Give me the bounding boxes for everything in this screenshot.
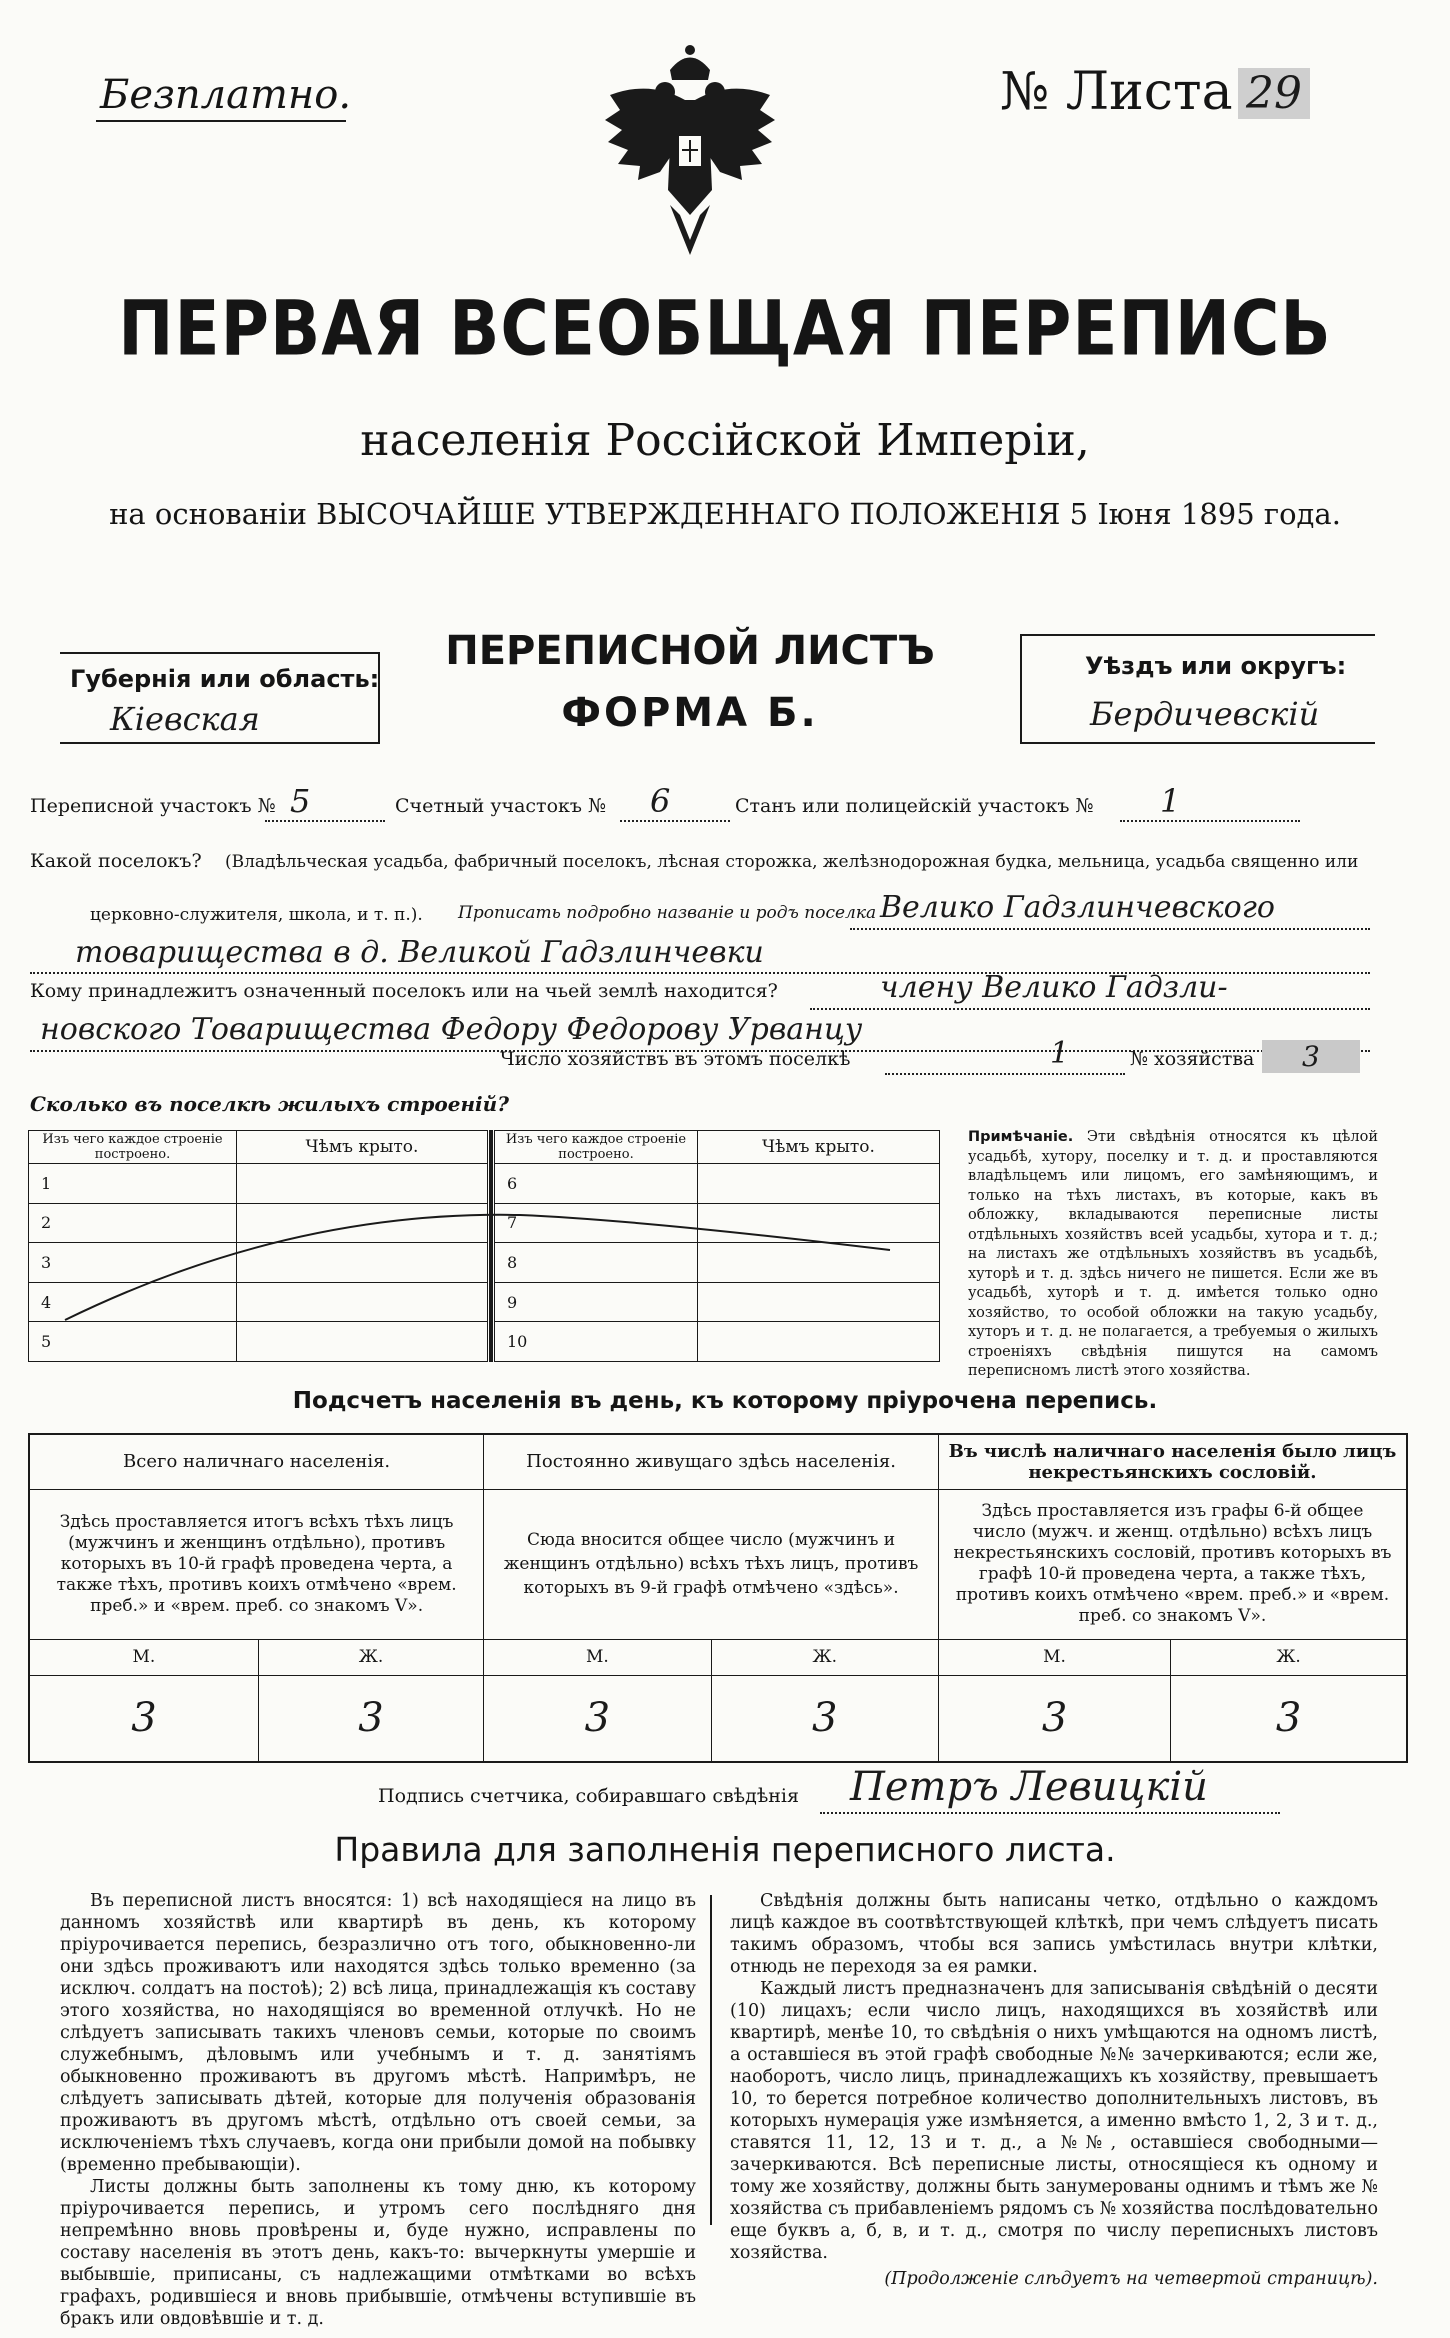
pop-f-value: 3 — [258, 1675, 483, 1762]
household-no-label: № хозяйства — [1130, 1048, 1255, 1070]
row-label: 10 — [495, 1322, 698, 1362]
rules-left-column — [60, 1890, 696, 2330]
settlement-question: Какой поселокъ? — [30, 850, 202, 872]
row-label: 6 — [495, 1164, 698, 1204]
stan-value: 1 — [1160, 782, 1181, 820]
settlement-hint: (Владѣльческая усадьба, фабричный поселокъ, лѣсная сторожка, желѣзнодорожная будка, мельница, усадьба священно или — [225, 852, 1359, 872]
note-title: Примѣчаніе. — [968, 1129, 1074, 1145]
pop-m-value: 3 — [29, 1675, 258, 1762]
uezd-label: Уѣздъ или округъ: — [1085, 652, 1347, 680]
form-name: ФОРМА Б. — [561, 690, 819, 736]
owner-answer-1: члену Велико Гадзли- — [880, 970, 1228, 1005]
pop-header-nonpeasant: Въ числѣ наличнаго населенія было лицъ некрестьянскихъ сословій. — [938, 1434, 1407, 1489]
row-label: 9 — [495, 1282, 698, 1322]
settlement-answer-2: товарищества в д. Великой Гадзлинчевки — [75, 935, 764, 970]
census-district-label: Переписной участокъ № — [30, 795, 276, 817]
pop-m-label: М. — [938, 1639, 1170, 1675]
rules-right-p1: Свѣдѣнія должны быть написаны четко, отдѣльно о каждомъ лицѣ каждое въ соотвѣтствующей клѣткѣ, при чемъ слѣдуетъ писать такимъ образомъ, чтобы вся запись умѣстилась внутри клѣтки, отнюдь не переходя за ея рамки. — [730, 1891, 1378, 1977]
pop-m-value: 3 — [484, 1675, 711, 1762]
sheet-name: ПЕРЕПИСНОЙ ЛИСТЪ — [445, 628, 935, 674]
count-district-value: 6 — [650, 782, 671, 820]
signature-value: Петръ Левицкій — [850, 1764, 1208, 1810]
pop-m-value: 3 — [938, 1675, 1170, 1762]
pop-header-total: Всего наличнаго населенія. — [29, 1434, 484, 1489]
rules-right-p2: Каждый листъ предназначенъ для записыванія свѣдѣній о десяти (10) лицахъ; если число лицъ, находящихся въ хозяйствѣ или квартирѣ, менѣе 10, то свѣдѣнія о нихъ умѣщаются на одномъ листѣ, а оставшіеся въ этой графѣ свободные №№ зачеркиваются; если же, наоборотъ, число лицъ, принадлежащихъ къ хозяйству, превышаетъ 10, то берется потребное количество дополнительныхъ листовъ, въ которыхъ нумерація уже измѣняется, а именно вмѣсто 1, 2, 3 и т. д., ставятся 11, 12, 13 и т. д., а №№, оставшіеся свободными—зачеркиваются. Всѣ переписные листы, относящіеся къ одному и тому же хозяйству, должны быть занумерованы однимъ и тѣмъ же № хозяйства съ прибавленіемъ рядомъ съ № хозяйства послѣдовательно еще буквъ а, б, в, и т. д., смотря по числу переписныхъ листовъ хозяйства. — [730, 1979, 1378, 2263]
pop-f-value: 3 — [711, 1675, 938, 1762]
rules-left-p1: Въ переписной листъ вносятся: 1) всѣ находящіеся на лицо въ данномъ хозяйствѣ или квартирѣ въ день, къ которому пріурочивается перепись, безразлично отъ того, обыкновенно-ли они здѣсь проживаютъ или находятся здѣсь только временно (за исключ. солдатъ на постоѣ); 2) всѣ лица, принадлежащія къ составу этого хозяйства, но находящіяся во временной отлучкѣ. Но не слѣдуетъ записывать такихъ членовъ семьи, которые по своимъ служебнымъ, дѣловымъ или учебнымъ и т. д. занятіямъ обыкновенно проживаютъ въ другомъ мѣстѣ. Напримѣръ, не слѣдуетъ записывать дѣтей, которые для полученія образованія проживаютъ въ другомъ мѣстѣ, отдѣльно отъ своей семьи, за исключеніемъ тѣхъ случаевъ, когда они прибыли домой на побывку (временно пребывающіи). — [60, 1891, 697, 2175]
sheet-no-label: № Листа — [1000, 62, 1233, 122]
row-label: 1 — [29, 1164, 237, 1204]
households-value: 1 — [1050, 1036, 1070, 1071]
col-built-header: Изъ чего каждое строеніе построено. — [495, 1131, 698, 1164]
buildings-question: Сколько въ поселкѣ жилыхъ строеній? — [30, 1092, 509, 1116]
guberniya-label: Губернія или область: — [70, 665, 380, 693]
rules-divider — [710, 1895, 712, 2225]
pop-f-value: 3 — [1171, 1675, 1407, 1762]
uezd-bottom-rule — [1020, 742, 1375, 744]
guberniya-top-rule — [60, 652, 380, 654]
row-label: 5 — [29, 1322, 237, 1362]
rules-right-column — [730, 1890, 1378, 2290]
rules-title: Правила для заполненія переписного листа. — [334, 1830, 1116, 1869]
owner-question: Кому принадлежитъ означенный поселокъ или на чьей землѣ находится? — [30, 980, 778, 1002]
count-district-label: Счетный участокъ № — [395, 795, 606, 817]
population-title: Подсчетъ населенія въ день, къ которому пріурочена перепись. — [292, 1388, 1158, 1414]
note-block — [968, 1128, 1378, 1382]
guberniya-value: Кіевская — [110, 700, 260, 738]
cross-out-stroke — [40, 1170, 940, 1330]
pop-desc-total: Здѣсь проставляется итогъ всѣхъ тѣхъ лицъ (мужчинъ и женщинъ отдѣльно), противъ которыхъ въ 10-й графѣ проведена черта, а также тѣхъ, противъ коихъ отмѣчено «врем. преб.» и «врем. преб. со знакомъ V». — [29, 1489, 484, 1639]
guberniya-bottom-rule — [60, 742, 380, 744]
settlement-hint-2: церковно-служителя, школа, и т. п.). — [90, 905, 423, 925]
pop-desc-nonpeasant: Здѣсь проставляется изъ графы 6-й общее число (мужч. и женщ. отдѣльно) всѣхъ лицъ некрестьянскихъ сословій, противъ которыхъ въ графѣ 10-й проведена черта, а также тѣхъ, противъ коихъ отмѣчено «врем. преб.» и «врем. преб. со знакомъ V». — [938, 1489, 1407, 1639]
basis-line: на основаніи ВЫСОЧАЙШЕ УТВЕРЖДЕННАГО ПОЛОЖЕНІЯ 5 Іюня 1895 года. — [109, 497, 1341, 531]
stan-label: Станъ или полицейскій участокъ № — [735, 795, 1094, 817]
col-roof-header: Чѣмъ крыто. — [237, 1131, 488, 1164]
uezd-top-rule — [1020, 634, 1375, 636]
signature-label: Подпись счетчика, собиравшаго свѣдѣнія — [378, 1785, 799, 1807]
rules-continued: (Продолженіе слѣдуетъ на четвертой страницѣ). — [884, 2269, 1378, 2289]
pop-header-permanent: Постоянно живущаго здѣсь населенія. — [484, 1434, 939, 1489]
main-title: ПЕРВАЯ ВСЕОБЩАЯ ПЕРЕПИСЬ — [118, 284, 1332, 373]
col-roof-header: Чѣмъ крыто. — [698, 1131, 940, 1164]
pop-f-label: Ж. — [258, 1639, 483, 1675]
households-label: Число хозяйствъ въ этомъ поселкѣ — [500, 1048, 851, 1070]
row-label: 3 — [29, 1243, 237, 1283]
pop-f-label: Ж. — [711, 1639, 938, 1675]
household-no-value: 3 — [1262, 1040, 1360, 1073]
pop-m-label: М. — [29, 1639, 258, 1675]
census-district-value: 5 — [290, 782, 311, 820]
uezd-side-rule — [1020, 634, 1022, 744]
settlement-instruction: Прописать подробно названіе и родъ поселка — [458, 903, 877, 923]
owner-answer-2: новского Товарищества Федору Федорову Урванцу — [40, 1012, 863, 1047]
col-built-header: Изъ чего каждое строеніе построено. — [29, 1131, 237, 1164]
pop-f-label: Ж. — [1171, 1639, 1407, 1675]
uezd-value: Бердичевскій — [1090, 695, 1320, 733]
row-label: 7 — [495, 1203, 698, 1243]
coat-of-arms-icon — [590, 40, 790, 270]
sheet-no-value: 29 — [1238, 68, 1310, 119]
population-table — [28, 1433, 1408, 1763]
free-label: Безплатно. — [100, 72, 352, 118]
row-label: 4 — [29, 1282, 237, 1322]
row-label: 8 — [495, 1243, 698, 1283]
rules-left-p2: Листы должны быть заполнены къ тому дню, къ которому пріурочивается перепись, и утромъ сего послѣдняго дня непремѣнно вновь провѣрены и, буде нужно, исправлены по составу населенія въ этотъ день, какъ-то: вычеркнуты умершіе и выбывшіе, приписаны, съ надлежащими отмѣтками во всѣхъ графахъ, родившіеся и вновь прибывшіе, отмѣчены вступившіе въ бракъ или овдовѣвшіе и т. д. — [60, 2177, 696, 2329]
subtitle: населенія Россійской Имперіи, — [360, 415, 1090, 466]
pop-m-label: М. — [484, 1639, 711, 1675]
note-text: Эти свѣдѣнія относятся къ цѣлой усадьбѣ, хутору, поселку и т. д. и проставляются владѣльцемъ или лицомъ, его замѣняющимъ, и только на тѣхъ листахъ, въ которые, какъ въ обложку, вкладываются переписные листы отдѣльныхъ хозяйствъ всей усадьбы, хутора и т. д.; на листахъ же отдѣльныхъ хозяйствъ въ усадьбѣ, хуторѣ и т. д. здѣсь ничего не пишется. Если же въ усадьбѣ, хуторѣ и т. д. имѣется только одно хозяйство, то особой обложки на такую усадьбу, хуторъ и т. д. не полагается, а требуемыя о жилыхъ строеніяхъ свѣдѣнія пишутся на самомъ переписномъ листѣ этого хозяйства. — [968, 1129, 1378, 1379]
free-underline — [96, 120, 346, 122]
settlement-answer-1: Велико Гадзлинчевского — [880, 890, 1275, 925]
row-label: 2 — [29, 1203, 237, 1243]
pop-desc-permanent: Сюда вносится общее число (мужчинъ и женщинъ отдѣльно) всѣхъ тѣхъ лицъ, противъ которыхъ въ 9-й графѣ отмѣчено «здѣсь». — [484, 1489, 939, 1639]
